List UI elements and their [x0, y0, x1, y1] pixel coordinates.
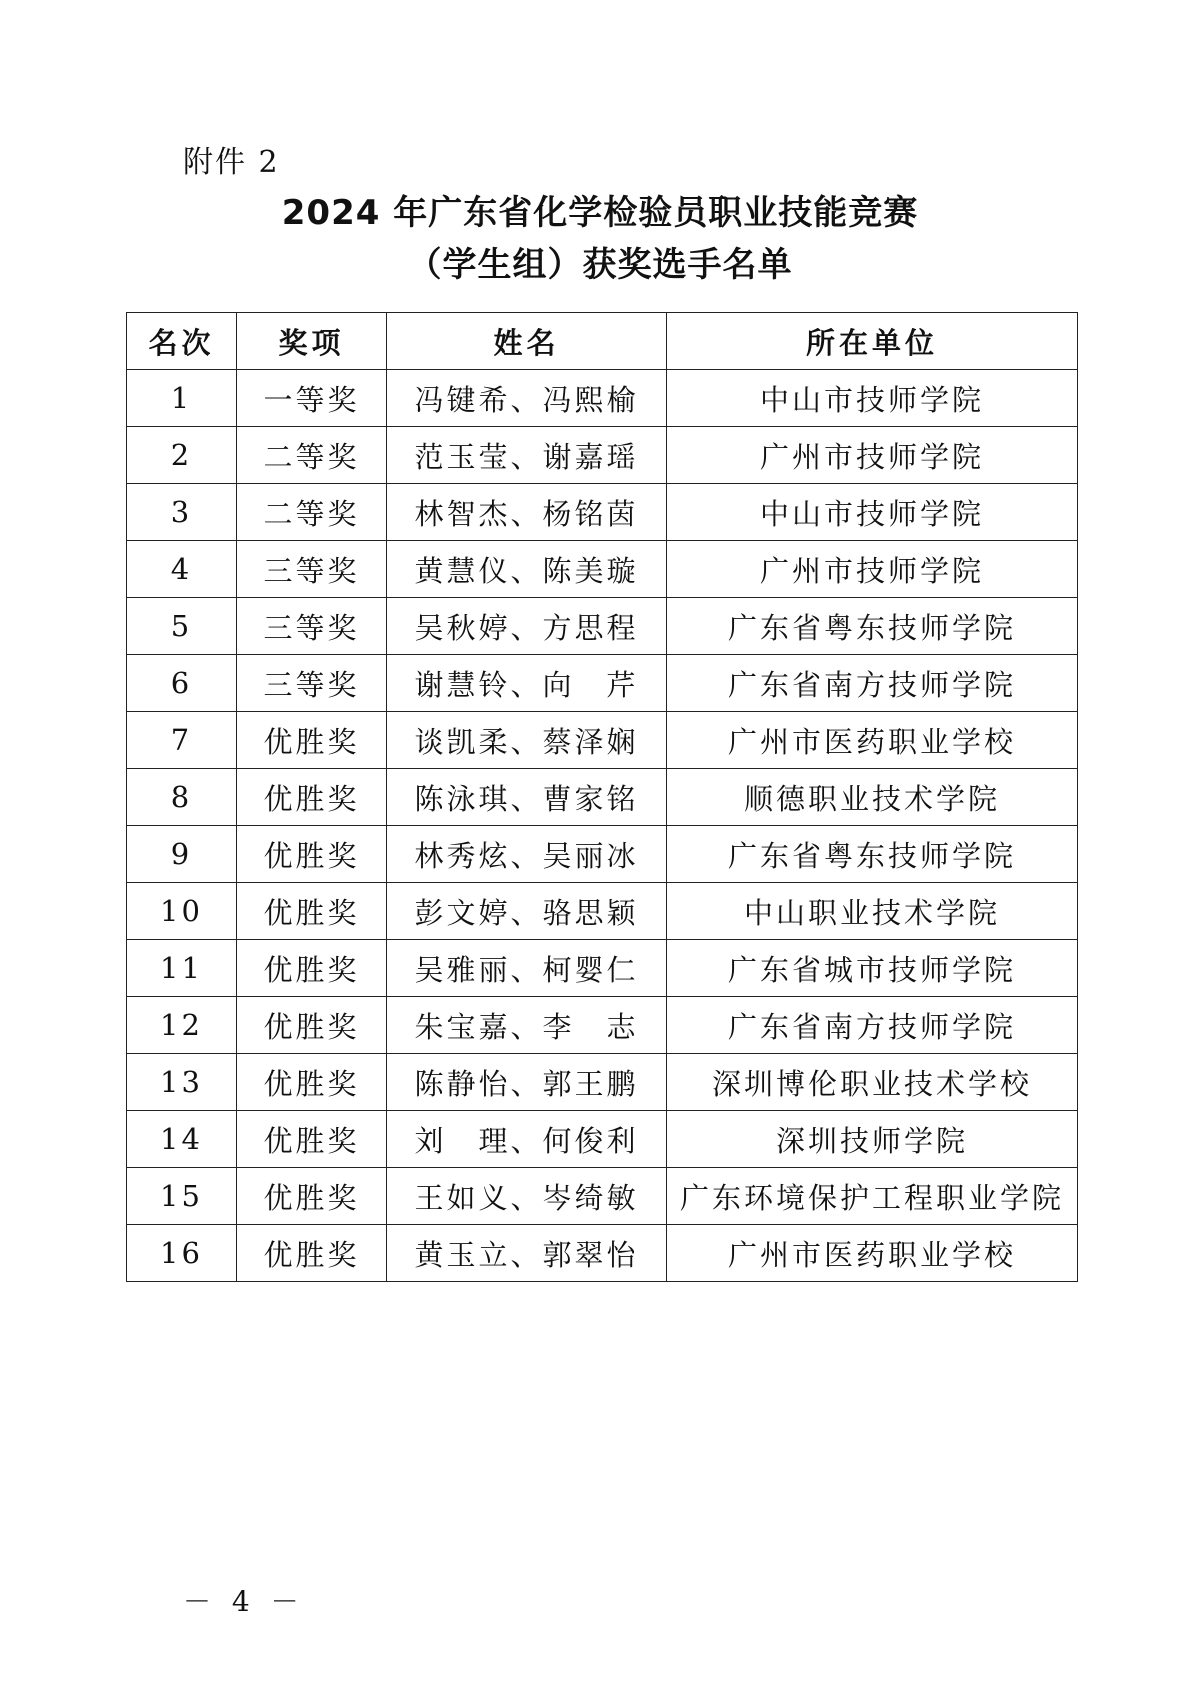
rank-cell: 9	[127, 826, 237, 883]
award-winners-table	[126, 312, 1078, 1282]
unit-cell: 广州市医药职业学校	[667, 712, 1078, 769]
name-cell: 刘 理、何俊利	[387, 1111, 667, 1168]
unit-cell: 广东省南方技师学院	[667, 997, 1078, 1054]
unit-cell: 广州市技师学院	[667, 541, 1078, 598]
award-cell: 三等奖	[237, 541, 387, 598]
table-row	[127, 1111, 1078, 1168]
name-cell: 陈静怡、郭王鹏	[387, 1054, 667, 1111]
name-cell: 王如义、岑绮敏	[387, 1168, 667, 1225]
award-cell: 优胜奖	[237, 712, 387, 769]
unit-cell: 广州市技师学院	[667, 427, 1078, 484]
rank-cell: 5	[127, 598, 237, 655]
header-name: 姓名	[387, 313, 667, 370]
table-row	[127, 940, 1078, 997]
award-cell: 优胜奖	[237, 1111, 387, 1168]
rank-cell: 16	[127, 1225, 237, 1282]
award-cell: 优胜奖	[237, 1054, 387, 1111]
header-award: 奖项	[237, 313, 387, 370]
table-row	[127, 826, 1078, 883]
unit-cell: 中山市技师学院	[667, 370, 1078, 427]
name-cell: 彭文婷、骆思颖	[387, 883, 667, 940]
rank-cell: 13	[127, 1054, 237, 1111]
award-cell: 优胜奖	[237, 1168, 387, 1225]
page-number: － 4 －	[183, 1585, 305, 1618]
rank-cell: 2	[127, 427, 237, 484]
name-cell: 林秀炫、吴丽冰	[387, 826, 667, 883]
award-cell: 二等奖	[237, 427, 387, 484]
rank-cell: 12	[127, 997, 237, 1054]
name-cell: 林智杰、杨铭茵	[387, 484, 667, 541]
award-cell: 优胜奖	[237, 883, 387, 940]
rank-cell: 11	[127, 940, 237, 997]
rank-cell: 4	[127, 541, 237, 598]
name-cell: 吴秋婷、方思程	[387, 598, 667, 655]
name-cell: 朱宝嘉、李 志	[387, 997, 667, 1054]
rank-cell: 14	[127, 1111, 237, 1168]
unit-cell: 深圳博伦职业技术学校	[667, 1054, 1078, 1111]
name-cell: 吴雅丽、柯婴仁	[387, 940, 667, 997]
table-header-row	[127, 313, 1078, 370]
name-cell: 谢慧铃、向 芹	[387, 655, 667, 712]
unit-cell: 中山职业技术学院	[667, 883, 1078, 940]
name-cell: 冯键希、冯熙榆	[387, 370, 667, 427]
award-cell: 三等奖	[237, 598, 387, 655]
unit-cell: 广州市医药职业学校	[667, 1225, 1078, 1282]
rank-cell: 8	[127, 769, 237, 826]
award-cell: 二等奖	[237, 484, 387, 541]
table-row	[127, 1168, 1078, 1225]
award-cell: 优胜奖	[237, 940, 387, 997]
unit-cell: 广东省城市技师学院	[667, 940, 1078, 997]
table-row	[127, 484, 1078, 541]
table-row	[127, 769, 1078, 826]
rank-cell: 7	[127, 712, 237, 769]
table-row	[127, 997, 1078, 1054]
unit-cell: 深圳技师学院	[667, 1111, 1078, 1168]
rank-cell: 10	[127, 883, 237, 940]
table-row	[127, 598, 1078, 655]
rank-cell: 3	[127, 484, 237, 541]
name-cell: 范玉莹、谢嘉瑶	[387, 427, 667, 484]
table-row	[127, 541, 1078, 598]
unit-cell: 广东省粤东技师学院	[667, 598, 1078, 655]
award-cell: 三等奖	[237, 655, 387, 712]
table-row	[127, 883, 1078, 940]
name-cell: 陈泳琪、曹家铭	[387, 769, 667, 826]
document-title-line-1: 2024 年广东省化学检验员职业技能竞赛	[281, 193, 919, 233]
rank-cell: 1	[127, 370, 237, 427]
unit-cell: 中山市技师学院	[667, 484, 1078, 541]
table-row	[127, 712, 1078, 769]
attachment-label: 附件 2	[183, 145, 280, 180]
name-cell: 黄玉立、郭翠怡	[387, 1225, 667, 1282]
award-cell: 优胜奖	[237, 769, 387, 826]
table-row	[127, 1054, 1078, 1111]
rank-cell: 6	[127, 655, 237, 712]
name-cell: 黄慧仪、陈美璇	[387, 541, 667, 598]
header-rank: 名次	[127, 313, 237, 370]
unit-cell: 广东环境保护工程职业学院	[667, 1168, 1078, 1225]
award-cell: 优胜奖	[237, 826, 387, 883]
name-cell: 谈凯柔、蔡泽娴	[387, 712, 667, 769]
award-cell: 优胜奖	[237, 1225, 387, 1282]
unit-cell: 顺德职业技术学院	[667, 769, 1078, 826]
award-cell: 优胜奖	[237, 997, 387, 1054]
table-row	[127, 427, 1078, 484]
award-cell: 一等奖	[237, 370, 387, 427]
document-title-line-2: （学生组）获奖选手名单	[407, 245, 793, 285]
header-unit: 所在单位	[667, 313, 1078, 370]
rank-cell: 15	[127, 1168, 237, 1225]
unit-cell: 广东省粤东技师学院	[667, 826, 1078, 883]
unit-cell: 广东省南方技师学院	[667, 655, 1078, 712]
table-row	[127, 1225, 1078, 1282]
table-row	[127, 655, 1078, 712]
table-row	[127, 370, 1078, 427]
